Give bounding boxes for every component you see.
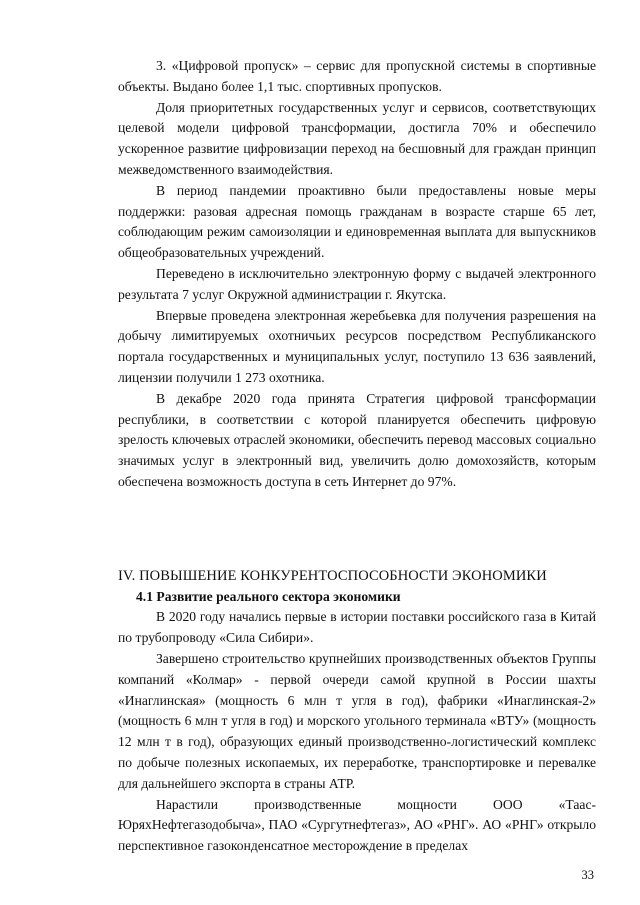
paragraph: В 2020 году начались первые в истории поставки российского газа в Китай по трубопроводу «Сила Сибири». bbox=[118, 609, 596, 646]
subsection-title: 4.1 Развитие реального сектора экономики bbox=[136, 588, 401, 604]
paragraph: 3. «Цифровой пропуск» – сервис для пропускной системы в спортивные объекты. Выдано более 1,1 тыс. спортивных пропусков. bbox=[118, 58, 596, 94]
paragraph: В период пандемии проактивно были предоставлены новые меры поддержки: разовая адресная помощь гражданам в возрасте старше 65 лет, соблюдающим режим самоизоляции и единовременная выплата для выпускников общеобразовательных учреждений. bbox=[118, 182, 596, 261]
paragraph: В декабре 2020 года принята Стратегия цифровой трансформации республики, в соответствии с которой планируется обеспечить цифровую зрелость ключевых отраслей экономики, обеспечить перевод массовых социально значимых услуг в электронный вид, увеличить долю домохозяйств, которым обеспечена возможность доступа в сеть Интернет до 97%. bbox=[118, 390, 596, 489]
section-spacer bbox=[118, 493, 596, 566]
paragraph: Впервые проведена электронная жеребьевка для получения разрешения на добычу лимитируемых охотничьих ресурсов посредством Республиканского портала государственных и муниципальных услуг, поступило 13 636 заявлений, лицензии получили 1 273 охотника. bbox=[118, 307, 596, 385]
document-page bbox=[118, 56, 596, 857]
paragraph: Переведено в исключительно электронную форму с выдачей электронного результата 7 услуг Окружной администрации г. Якутска. bbox=[118, 265, 596, 302]
paragraph: Доля приоритетных государственных услуг и сервисов, соответствующих целевой модели цифровой трансформации, достигла 70% и обеспечило ускоренное развитие цифровизации переход на бесшовный для граждан принцип межведомственного взаимодействия. bbox=[118, 99, 596, 177]
section-title: IV. ПОВЫШЕНИЕ КОНКУРЕНТОСПОСОБНОСТИ ЭКОНОМИКИ bbox=[118, 567, 547, 584]
paragraph: Завершено строительство крупнейших производственных объектов Группы компаний «Колмар» - первой очереди самой крупной в России шахты «Инаглинская» (мощность 6 млн т угля в год), фабрики «Инаглинская-2» (мощность 6 млн т угля в год) и морского угольного терминала «ВТУ» (мощность 12 млн т в год), образующих единый производственно-логистический комплекс по добыче полезных ископаемых, их переработке, транспортировке и перевалке для дальнейшего экспорта в страны АТР. bbox=[118, 650, 596, 791]
paragraph: Нарастили производственные мощности ООО «Таас-ЮряхНефтегазодобыча», ПАО «Сургутнефтегаз», АО «РНГ». АО «РНГ» открыло перспективное газоконденсатное месторождение в пределах bbox=[118, 796, 596, 854]
page-number: 33 bbox=[581, 868, 594, 882]
